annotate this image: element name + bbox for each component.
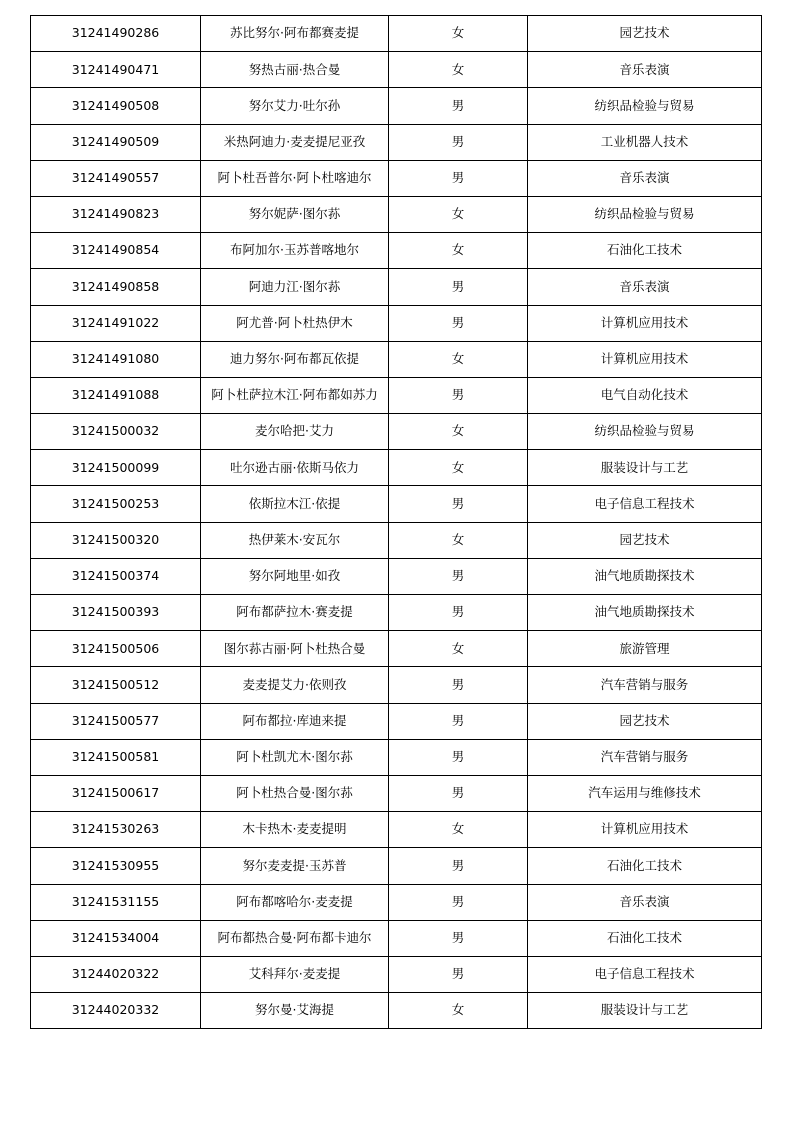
major-cell: 音乐表演 bbox=[528, 269, 762, 305]
student-name-cell: 麦麦提艾力·依则孜 bbox=[201, 667, 389, 703]
table-row bbox=[31, 160, 762, 196]
student-id-cell: 31241500506 bbox=[31, 631, 201, 667]
major-cell: 纺织品检验与贸易 bbox=[528, 196, 762, 232]
gender-cell: 女 bbox=[389, 812, 528, 848]
student-name-cell: 阿卜杜热合曼·图尔荪 bbox=[201, 775, 389, 811]
gender-cell: 男 bbox=[389, 305, 528, 341]
student-id-cell: 31241500099 bbox=[31, 450, 201, 486]
student-id-cell: 31241490854 bbox=[31, 233, 201, 269]
student-id-cell: 31241490509 bbox=[31, 124, 201, 160]
student-name-cell: 木卡热木·麦麦提明 bbox=[201, 812, 389, 848]
gender-cell: 男 bbox=[389, 377, 528, 413]
gender-cell: 男 bbox=[389, 269, 528, 305]
table-row bbox=[31, 595, 762, 631]
gender-cell: 女 bbox=[389, 196, 528, 232]
student-id-cell: 31241500617 bbox=[31, 775, 201, 811]
student-id-cell: 31241530955 bbox=[31, 848, 201, 884]
student-name-cell: 努尔麦麦提·玉苏普 bbox=[201, 848, 389, 884]
major-cell: 电子信息工程技术 bbox=[528, 486, 762, 522]
table-row bbox=[31, 196, 762, 232]
table-row bbox=[31, 414, 762, 450]
table-row bbox=[31, 233, 762, 269]
student-id-cell: 31241500393 bbox=[31, 595, 201, 631]
gender-cell: 女 bbox=[389, 993, 528, 1029]
student-name-cell: 努尔艾力·吐尔孙 bbox=[201, 88, 389, 124]
gender-cell: 男 bbox=[389, 956, 528, 992]
table-row bbox=[31, 631, 762, 667]
table-row bbox=[31, 667, 762, 703]
gender-cell: 女 bbox=[389, 16, 528, 52]
student-name-cell: 努热古丽·热合曼 bbox=[201, 52, 389, 88]
student-id-cell: 31241491022 bbox=[31, 305, 201, 341]
student-id-cell: 31241500512 bbox=[31, 667, 201, 703]
table-row bbox=[31, 558, 762, 594]
gender-cell: 女 bbox=[389, 450, 528, 486]
student-id-cell: 31241490858 bbox=[31, 269, 201, 305]
student-id-cell: 31241490508 bbox=[31, 88, 201, 124]
major-cell: 旅游管理 bbox=[528, 631, 762, 667]
student-name-cell: 麦尔哈把·艾力 bbox=[201, 414, 389, 450]
student-id-cell: 31241490471 bbox=[31, 52, 201, 88]
table-row bbox=[31, 341, 762, 377]
major-cell: 园艺技术 bbox=[528, 522, 762, 558]
student-id-cell: 31241500032 bbox=[31, 414, 201, 450]
student-id-cell: 31241500577 bbox=[31, 703, 201, 739]
student-id-cell: 31241500374 bbox=[31, 558, 201, 594]
major-cell: 汽车营销与服务 bbox=[528, 667, 762, 703]
major-cell: 纺织品检验与贸易 bbox=[528, 414, 762, 450]
major-cell: 汽车运用与维修技术 bbox=[528, 775, 762, 811]
gender-cell: 男 bbox=[389, 920, 528, 956]
gender-cell: 男 bbox=[389, 739, 528, 775]
gender-cell: 女 bbox=[389, 522, 528, 558]
student-id-cell: 31241490557 bbox=[31, 160, 201, 196]
major-cell: 石油化工技术 bbox=[528, 920, 762, 956]
major-cell: 服装设计与工艺 bbox=[528, 993, 762, 1029]
student-id-cell: 31241491080 bbox=[31, 341, 201, 377]
table-row bbox=[31, 377, 762, 413]
student-name-cell: 米热阿迪力·麦麦提尼亚孜 bbox=[201, 124, 389, 160]
table-row bbox=[31, 920, 762, 956]
student-name-cell: 迪力努尔·阿布都瓦依提 bbox=[201, 341, 389, 377]
gender-cell: 男 bbox=[389, 848, 528, 884]
student-name-cell: 布阿加尔·玉苏普喀地尔 bbox=[201, 233, 389, 269]
gender-cell: 女 bbox=[389, 52, 528, 88]
major-cell: 园艺技术 bbox=[528, 16, 762, 52]
gender-cell: 男 bbox=[389, 667, 528, 703]
gender-cell: 男 bbox=[389, 703, 528, 739]
student-name-cell: 阿卜杜吾普尔·阿卜杜喀迪尔 bbox=[201, 160, 389, 196]
major-cell: 工业机器人技术 bbox=[528, 124, 762, 160]
student-id-cell: 31241500253 bbox=[31, 486, 201, 522]
table-row bbox=[31, 848, 762, 884]
student-name-cell: 苏比努尔·阿布都赛麦提 bbox=[201, 16, 389, 52]
student-id-cell: 31241500581 bbox=[31, 739, 201, 775]
gender-cell: 男 bbox=[389, 558, 528, 594]
student-name-cell: 阿布都拉·库迪来提 bbox=[201, 703, 389, 739]
student-name-cell: 热伊莱木·安瓦尔 bbox=[201, 522, 389, 558]
student-id-cell: 31244020322 bbox=[31, 956, 201, 992]
major-cell: 音乐表演 bbox=[528, 160, 762, 196]
student-name-cell: 艾科拜尔·麦麦提 bbox=[201, 956, 389, 992]
major-cell: 服装设计与工艺 bbox=[528, 450, 762, 486]
table-row bbox=[31, 305, 762, 341]
major-cell: 油气地质勘探技术 bbox=[528, 558, 762, 594]
student-name-cell: 吐尔逊古丽·依斯马依力 bbox=[201, 450, 389, 486]
table-row bbox=[31, 522, 762, 558]
student-name-cell: 阿尤普·阿卜杜热伊木 bbox=[201, 305, 389, 341]
gender-cell: 女 bbox=[389, 414, 528, 450]
table-row bbox=[31, 993, 762, 1029]
student-name-cell: 阿卜杜凯尤木·图尔荪 bbox=[201, 739, 389, 775]
student-id-cell: 31241534004 bbox=[31, 920, 201, 956]
table-row bbox=[31, 703, 762, 739]
student-id-cell: 31241490286 bbox=[31, 16, 201, 52]
major-cell: 音乐表演 bbox=[528, 884, 762, 920]
table-row bbox=[31, 739, 762, 775]
student-name-cell: 阿布都热合曼·阿布都卡迪尔 bbox=[201, 920, 389, 956]
student-id-cell: 31241531155 bbox=[31, 884, 201, 920]
table-row bbox=[31, 450, 762, 486]
gender-cell: 男 bbox=[389, 486, 528, 522]
student-name-cell: 努尔曼·艾海提 bbox=[201, 993, 389, 1029]
major-cell: 计算机应用技术 bbox=[528, 812, 762, 848]
student-table bbox=[30, 15, 762, 1029]
major-cell: 油气地质勘探技术 bbox=[528, 595, 762, 631]
gender-cell: 女 bbox=[389, 341, 528, 377]
table-row bbox=[31, 269, 762, 305]
student-name-cell: 努尔阿地里·如孜 bbox=[201, 558, 389, 594]
table-row bbox=[31, 812, 762, 848]
major-cell: 电气自动化技术 bbox=[528, 377, 762, 413]
table-row bbox=[31, 124, 762, 160]
table-row bbox=[31, 775, 762, 811]
student-name-cell: 努尔妮萨·图尔荪 bbox=[201, 196, 389, 232]
major-cell: 计算机应用技术 bbox=[528, 341, 762, 377]
student-name-cell: 阿迪力江·图尔荪 bbox=[201, 269, 389, 305]
student-name-cell: 图尔荪古丽·阿卜杜热合曼 bbox=[201, 631, 389, 667]
student-id-cell: 31241490823 bbox=[31, 196, 201, 232]
table-row bbox=[31, 16, 762, 52]
gender-cell: 男 bbox=[389, 88, 528, 124]
gender-cell: 男 bbox=[389, 160, 528, 196]
gender-cell: 女 bbox=[389, 631, 528, 667]
student-name-cell: 阿卜杜萨拉木江·阿布都如苏力 bbox=[201, 377, 389, 413]
major-cell: 汽车营销与服务 bbox=[528, 739, 762, 775]
table-row bbox=[31, 884, 762, 920]
gender-cell: 男 bbox=[389, 124, 528, 160]
student-name-cell: 阿布都萨拉木·赛麦提 bbox=[201, 595, 389, 631]
major-cell: 电子信息工程技术 bbox=[528, 956, 762, 992]
gender-cell: 男 bbox=[389, 775, 528, 811]
gender-cell: 男 bbox=[389, 595, 528, 631]
student-id-cell: 31241530263 bbox=[31, 812, 201, 848]
major-cell: 纺织品检验与贸易 bbox=[528, 88, 762, 124]
table-row bbox=[31, 88, 762, 124]
major-cell: 计算机应用技术 bbox=[528, 305, 762, 341]
student-name-cell: 依斯拉木江·依提 bbox=[201, 486, 389, 522]
major-cell: 园艺技术 bbox=[528, 703, 762, 739]
student-id-cell: 31244020332 bbox=[31, 993, 201, 1029]
student-name-cell: 阿布都喀哈尔·麦麦提 bbox=[201, 884, 389, 920]
gender-cell: 男 bbox=[389, 884, 528, 920]
table-row bbox=[31, 956, 762, 992]
table-row bbox=[31, 486, 762, 522]
student-id-cell: 31241491088 bbox=[31, 377, 201, 413]
table-row bbox=[31, 52, 762, 88]
student-table-body bbox=[31, 16, 762, 1029]
major-cell: 石油化工技术 bbox=[528, 848, 762, 884]
student-id-cell: 31241500320 bbox=[31, 522, 201, 558]
major-cell: 石油化工技术 bbox=[528, 233, 762, 269]
major-cell: 音乐表演 bbox=[528, 52, 762, 88]
gender-cell: 女 bbox=[389, 233, 528, 269]
